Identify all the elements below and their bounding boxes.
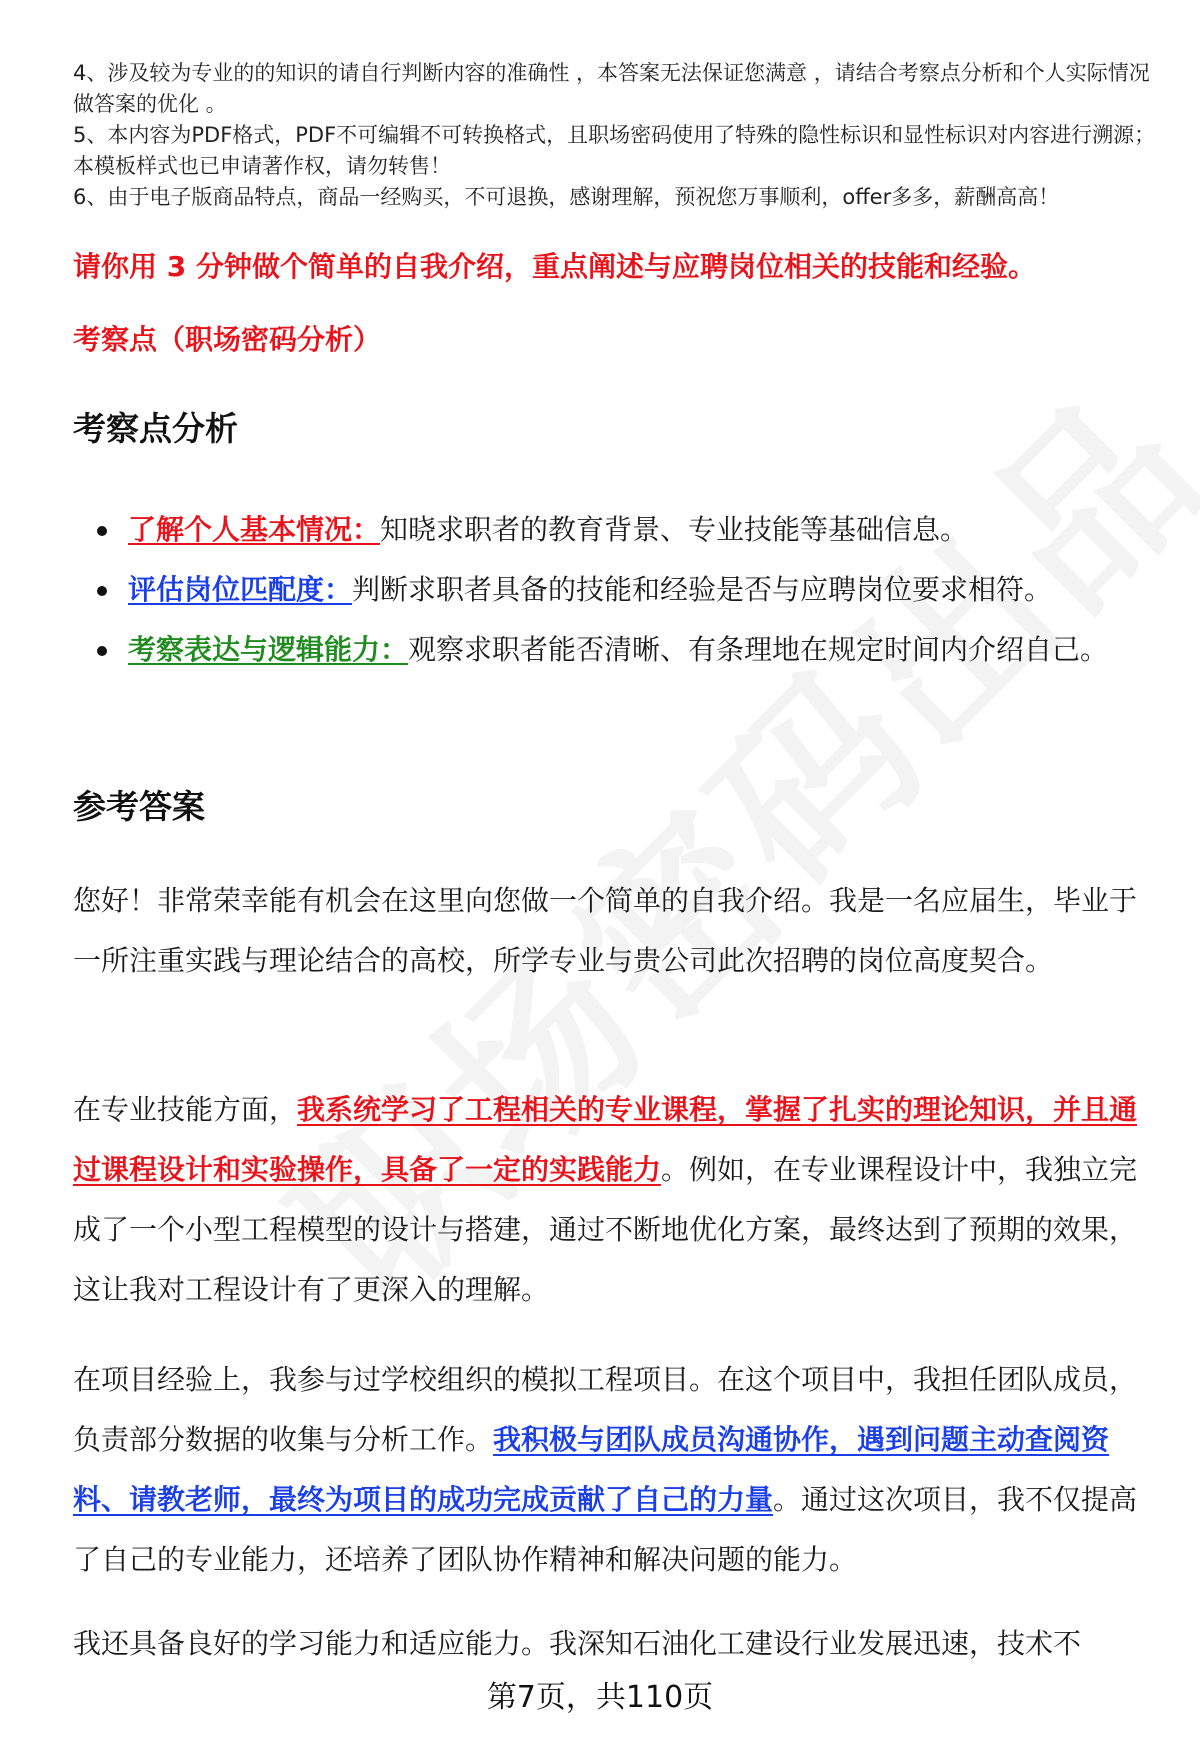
paragraph-text: 。通过这次项目，我不仅提高了自己的专业能力，还培养了团队协作精神和解决问题的能力。 bbox=[73, 1483, 1138, 1576]
paragraph-text: 在专业技能方面， bbox=[73, 1093, 298, 1126]
paragraph-text: 在项目经验上，我参与过学校组织的模拟工程项目。在这个项目中，我担任团队成员，负责部分数据的收集与分析工作。 bbox=[73, 1363, 1138, 1456]
answer-paragraph-learning: 我还具备良好的学习能力和适应能力。我深知石油化工建设行业发展迅速，技术不 bbox=[73, 1627, 1082, 1660]
analysis-item-text: 观察求职者能否清晰、有条理地在规定时间内介绍自己。 bbox=[408, 633, 1109, 666]
analysis-item-text: 知晓求职者的教育背景、专业技能等基础信息。 bbox=[380, 513, 969, 546]
note-4: 4、涉及较为专业的的知识的请自行判断内容的准确性 ，本答案无法保证您满意 ，请结合考察点分析和个人实际情况做答案的优化 。 bbox=[73, 61, 1150, 116]
analysis-item bbox=[0, 620, 1128, 680]
analysis-item-label: 考察表达与逻辑能力： bbox=[128, 633, 409, 666]
answer-paragraph-intro: 您好！非常荣幸能有机会在这里向您做一个简单的自我介绍。我是一名应届生，毕业于一所注重实践与理论结合的高校，所学专业与贵公司此次招聘的岗位高度契合。 bbox=[73, 884, 1138, 977]
analysis-item bbox=[0, 560, 1128, 620]
analysis-item-label: 评估岗位匹配度： bbox=[128, 573, 353, 606]
answer-paragraph-skills bbox=[73, 1080, 1148, 1320]
analysis-item-text: 判断求职者具备的技能和经验是否与应聘岗位要求相符。 bbox=[352, 573, 1053, 606]
notes-list bbox=[73, 58, 1163, 213]
analysis-subheading: 考察点（职场密码分析） bbox=[73, 323, 382, 356]
page-number: 第7页，共110页 bbox=[486, 1680, 714, 1715]
paragraph-text: 。例如，在专业课程设计中，我独立完成了一个小型工程模型的设计与搭建，通过不断地优化方案，最终达到了预期的效果，这让我对工程设计有了更深入的理解。 bbox=[73, 1153, 1138, 1306]
note-5: 5、本内容为PDF格式，PDF不可编辑不可转换格式，且职场密码使用了特殊的隐性标识和显性标识对内容进行溯源；本模板样式也已申请著作权，请勿转售！ bbox=[73, 123, 1156, 178]
analysis-item bbox=[0, 500, 1128, 560]
answer-paragraph-project bbox=[73, 1350, 1148, 1590]
analysis-list bbox=[0, 500, 1200, 680]
highlighted-text: 我系统学习了工程相关的专业课程，掌握了扎实的理论知识，并且通过课程设计和实验操作，具备了一定的实践能力 bbox=[73, 1093, 1138, 1186]
interview-question: 请你用 3 分钟做个简单的自我介绍，重点阐述与应聘岗位相关的技能和经验。 bbox=[73, 250, 1036, 283]
highlighted-text: 我积极与团队成员沟通协作，遇到问题主动查阅资料、请教老师，最终为项目的成功完成贡献了自己的力量 bbox=[73, 1423, 1110, 1516]
analysis-item-label: 了解个人基本情况： bbox=[128, 513, 381, 546]
note-6: 6、由于电子版商品特点，商品一经购买，不可退换，感谢理解，预祝您万事顺利，offer多多，薪酬高高！ bbox=[73, 185, 1060, 209]
analysis-heading: 考察点分析 bbox=[73, 409, 238, 448]
answer-heading: 参考答案 bbox=[73, 787, 205, 826]
